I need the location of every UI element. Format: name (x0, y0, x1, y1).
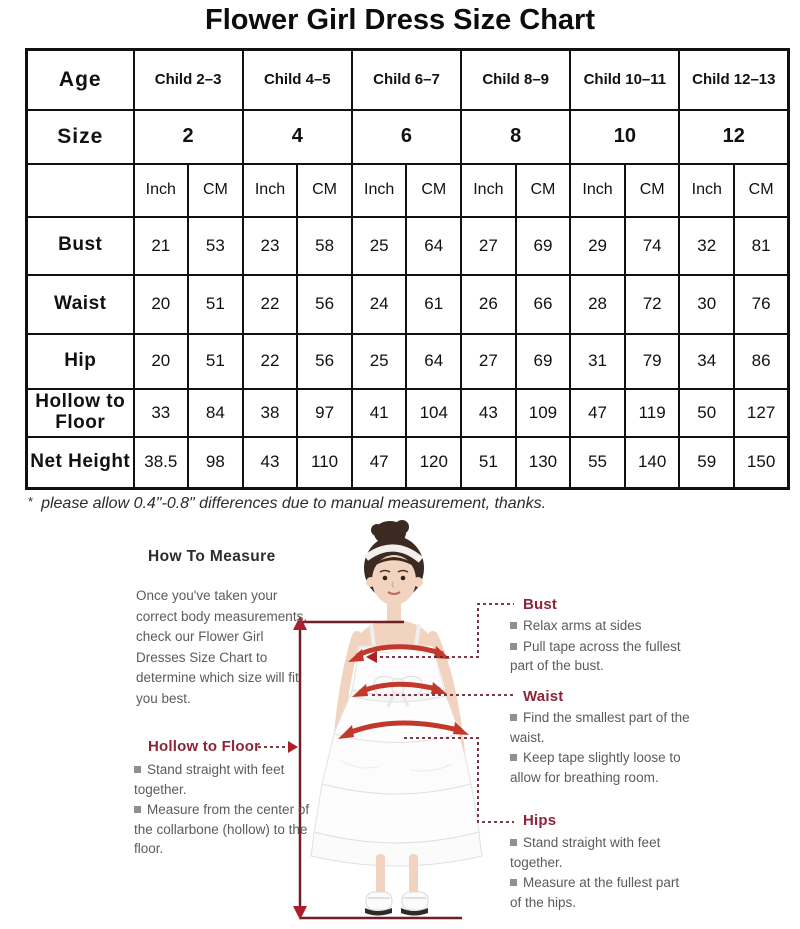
cell-value: 64 (406, 334, 461, 389)
list-item (510, 833, 685, 872)
cell-value: 23 (243, 217, 298, 275)
cell-value: 109 (516, 389, 571, 437)
cell-value: 43 (461, 389, 516, 437)
size-header: 10 (570, 110, 679, 164)
cell-value: 55 (570, 437, 625, 489)
cell-value: 66 (516, 275, 571, 334)
cell-value: 56 (297, 275, 352, 334)
list-item (510, 873, 685, 912)
size-chart-table (25, 48, 790, 490)
cell-value: 120 (406, 437, 461, 489)
bullet-text: Stand straight with feet together. (510, 835, 661, 870)
eye (383, 576, 388, 581)
cell-value: 41 (352, 389, 407, 437)
neck (387, 600, 401, 620)
cell-value: 38 (243, 389, 298, 437)
square-bullet-icon (510, 839, 517, 846)
cell-value: 25 (352, 334, 407, 389)
hair-curl (395, 520, 409, 534)
cell-value: 33 (134, 389, 189, 437)
bullet-text: Measure at the fullest part of the hips. (510, 875, 680, 910)
cell-value: 27 (461, 217, 516, 275)
cell-value: 22 (243, 334, 298, 389)
right-shoe (402, 892, 428, 910)
cell-value: 74 (625, 217, 680, 275)
age-header: Child 4–5 (243, 50, 352, 110)
bullet-text: Find the smallest part of the waist. (510, 710, 690, 745)
bullet-text: Measure from the center of the collarbone (hollow) to the floor. (134, 802, 310, 856)
hips-bullets (510, 833, 685, 913)
cell-value: 84 (188, 389, 243, 437)
cell-value: 20 (134, 275, 189, 334)
cell-value: 81 (734, 217, 789, 275)
hips-label: Hips (523, 812, 557, 829)
girl-illustration (311, 520, 482, 916)
hollow-to-floor-bullets (134, 760, 324, 860)
cell-value: 140 (625, 437, 680, 489)
cell-value: 130 (516, 437, 571, 489)
right-leg (409, 854, 418, 898)
square-bullet-icon (510, 879, 517, 886)
row-label: Net Height (27, 437, 134, 489)
cell-value: 104 (406, 389, 461, 437)
square-bullet-icon (510, 643, 517, 650)
cell-value: 20 (134, 334, 189, 389)
bullet-text: Pull tape across the fullest part of the bust. (510, 638, 681, 673)
cell-value: 69 (516, 334, 571, 389)
cell-value: 110 (297, 437, 352, 489)
row-label: Hollow to Floor (27, 389, 134, 437)
cell-value: 50 (679, 389, 734, 437)
note-text: please allow 0.4"-0.8" differences due to manual measurement, thanks. (41, 495, 547, 512)
cell-value: 22 (243, 275, 298, 334)
table-row-size (27, 110, 789, 164)
cell-value: 61 (406, 275, 461, 334)
unit-header: Inch (570, 164, 625, 217)
unit-header: CM (625, 164, 680, 217)
hair-curl (371, 524, 383, 536)
table-row-hollow-to-floor (27, 389, 789, 437)
size-header: 8 (461, 110, 570, 164)
unit-header: CM (516, 164, 571, 217)
bullet-text: Keep tape slightly loose to allow for breathing room. (510, 750, 681, 785)
cell-value: 34 (679, 334, 734, 389)
cell-value: 47 (352, 437, 407, 489)
table-row-hip (27, 334, 789, 389)
unit-header: Inch (243, 164, 298, 217)
age-header: Child 6–7 (352, 50, 461, 110)
list-item (510, 748, 690, 787)
unit-header: Inch (461, 164, 516, 217)
cell-value: 24 (352, 275, 407, 334)
cell-value: 28 (570, 275, 625, 334)
list-item (510, 637, 682, 676)
age-header: Child 2–3 (134, 50, 243, 110)
cell-value: 51 (188, 275, 243, 334)
size-header: 2 (134, 110, 243, 164)
unit-header: Inch (134, 164, 189, 217)
eye (401, 576, 406, 581)
size-row-label: Size (27, 110, 134, 164)
left-shoe (366, 892, 392, 910)
unit-header: CM (297, 164, 352, 217)
row-label: Bust (27, 217, 134, 275)
left-leg (376, 854, 385, 898)
size-header: 6 (352, 110, 461, 164)
table-row-age (27, 50, 789, 110)
cell-value: 31 (570, 334, 625, 389)
unit-header: Inch (679, 164, 734, 217)
table-row-net-height (27, 437, 789, 489)
table-row-units (27, 164, 789, 217)
square-bullet-icon (134, 806, 141, 813)
bust-label: Bust (523, 596, 558, 613)
waist-bullets (510, 708, 690, 788)
cell-value: 26 (461, 275, 516, 334)
square-bullet-icon (510, 714, 517, 721)
page-title: Flower Girl Dress Size Chart (204, 4, 595, 36)
unit-header: CM (734, 164, 789, 217)
cell-value: 59 (679, 437, 734, 489)
table-row-bust (27, 217, 789, 275)
cell-value: 56 (297, 334, 352, 389)
age-header: Child 12–13 (679, 50, 788, 110)
asterisk-marker: * (28, 494, 34, 509)
cell-value: 32 (679, 217, 734, 275)
square-bullet-icon (510, 622, 517, 629)
cell-value: 43 (243, 437, 298, 489)
bullet-text: Relax arms at sides (523, 618, 642, 633)
unit-header: CM (406, 164, 461, 217)
cell-value: 127 (734, 389, 789, 437)
cell-value: 58 (297, 217, 352, 275)
cell-value: 47 (570, 389, 625, 437)
cell-value: 53 (188, 217, 243, 275)
cell-value: 69 (516, 217, 571, 275)
measurement-note (28, 494, 546, 513)
cell-value: 97 (297, 389, 352, 437)
cell-value: 51 (461, 437, 516, 489)
cell-value: 64 (406, 217, 461, 275)
bust-bullets (510, 616, 682, 677)
measure-intro-text: Once you've taken your correct body measurements, check our Flower Girl Dresses Size Chart to determine which size will fit you best. (136, 588, 308, 706)
cell-value: 21 (134, 217, 189, 275)
size-header: 12 (679, 110, 788, 164)
cell-value: 51 (188, 334, 243, 389)
list-item (134, 800, 324, 859)
cell-value: 29 (570, 217, 625, 275)
cell-value: 72 (625, 275, 680, 334)
square-bullet-icon (134, 766, 141, 773)
cell-value: 25 (352, 217, 407, 275)
list-item (510, 616, 682, 636)
size-header: 4 (243, 110, 352, 164)
hollow-arrowhead (288, 741, 298, 753)
age-header: Child 8–9 (461, 50, 570, 110)
row-label: Hip (27, 334, 134, 389)
cell-value: 98 (188, 437, 243, 489)
age-row-label: Age (27, 50, 134, 110)
chest (357, 619, 433, 648)
cell-value: 27 (461, 334, 516, 389)
hollow-to-floor-label: Hollow to Floor (148, 738, 261, 755)
unit-header: CM (188, 164, 243, 217)
list-item (510, 708, 690, 747)
skirt-tier-2 (322, 734, 471, 794)
square-bullet-icon (510, 754, 517, 761)
list-item (134, 760, 324, 799)
cell-value: 79 (625, 334, 680, 389)
cell-value: 150 (734, 437, 789, 489)
cell-value: 76 (734, 275, 789, 334)
table-row-waist (27, 275, 789, 334)
bullet-text: Stand straight with feet together. (134, 762, 285, 797)
unit-header: Inch (352, 164, 407, 217)
how-to-measure-heading: How To Measure (148, 548, 276, 565)
cell-value: 30 (679, 275, 734, 334)
cell-value: 38.5 (134, 437, 189, 489)
row-label: Waist (27, 275, 134, 334)
cell-value: 86 (734, 334, 789, 389)
waist-label: Waist (523, 688, 564, 705)
age-header: Child 10–11 (570, 50, 679, 110)
empty-cell (27, 164, 134, 217)
cell-value: 119 (625, 389, 680, 437)
